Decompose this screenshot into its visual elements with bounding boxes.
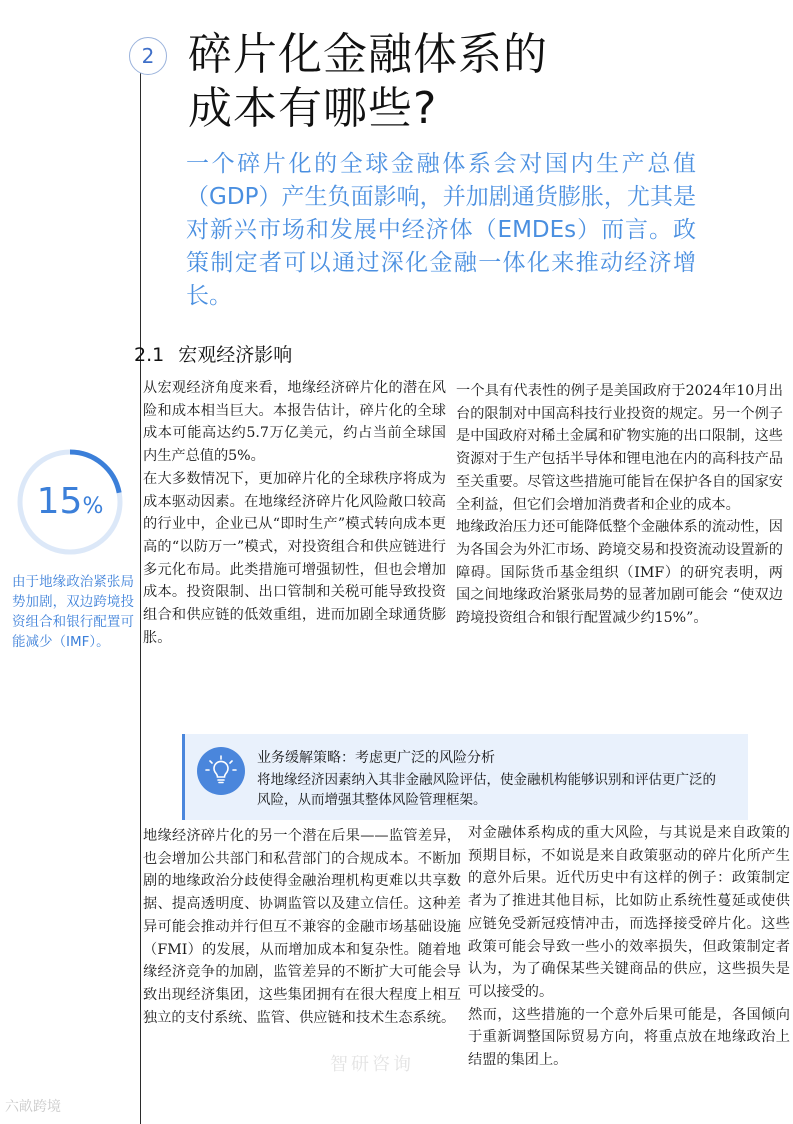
paragraph: 在大多数情况下，更加碎片化的全球秩序将成为成本驱动因素。在地缘经济碎片化风险敞口较高的行业中，企业已从“即时生产”模式转向成本更高的“以防万一”模式，对投资组合和供应链进行多元化布局。此类措施可增强韧性，但也会增加成本。投资限制、出口管制和关税可能导致投资组合和供应链的低效重组，进而加剧全球通货膨胀。: [143, 470, 446, 646]
paragraph: 地缘政治压力还可能降低整个金融体系的流动性，因为各国会为外汇市场、跨境交易和投资流动设置新的障碍。国际货币基金组织（IMF）的研究表明，两国之间地缘政治紧张局势的显著加剧可能会 “使双边跨境投资组合和银行配置减少约15%”。: [456, 519, 783, 627]
stat-value: [15, 477, 125, 532]
text-column-4: [468, 822, 790, 1072]
section-title: 宏观经济影响: [178, 344, 293, 366]
paragraph: 地缘经济碎片化的另一个潜在后果——监管差异，也会增加公共部门和私营部门的合规成本。不断加剧的地缘政治分歧使得金融治理机构更难以共享数据、提高透明度、协调监管以及建立信任。这种差异可能会推动并行但互不兼容的金融市场基础设施（FMI）的发展，从而增加成本和复杂性。随着地缘经济竞争的加剧，监管差异的不断扩大可能会导致出现经济集团，这些集团拥有在很大程度上相互独立的支付系统、监管、供应链和技术生态系统。: [143, 828, 461, 1026]
callout-title: 业务缓解策略：考虑更广泛的风险分析: [257, 750, 495, 766]
paragraph: 对金融体系构成的重大风险，与其说是来自政策的预期目标，不如说是来自政策驱动的碎片化所产生的意外后果。近代历史中有这样的例子：政策制定者为了推进其他目标，比如防止系统性蔓延或使供应链免受新冠疫情冲击，而选择接受碎片化。这些政策可能会导致一些小的效率损失，但政策制定者认为，为了确保某些关键商品的供应，这些损失是可以接受的。: [468, 825, 790, 1000]
text-column-1: [143, 377, 446, 649]
stat-caption: 由于地缘政治紧张局势加剧，双边跨境投资组合和银行配置可能减少（IMF）。: [12, 574, 134, 650]
lightbulb-icon: [197, 747, 245, 795]
mitigation-callout: [182, 734, 748, 820]
paragraph: 从宏观经济角度来看，地缘经济碎片化的潜在风险和成本相当巨大。本报告估计，碎片化的全球成本可能高达约5.7万亿美元，约占当前全球国内生产总值的5%。: [143, 380, 446, 465]
text-column-3: [143, 825, 461, 1029]
vertical-rule: [140, 44, 141, 1124]
title-line-1: 碎片化金融体系的: [188, 29, 548, 80]
corner-watermark: 六畝跨境: [5, 1099, 61, 1115]
paragraph: 然而，这些措施的一个意外后果可能是，各国倾向于重新调整国际贸易方向，将重点放在地缘政治上结盟的集团上。: [468, 1006, 790, 1069]
stat-unit: %: [82, 494, 104, 519]
lightbulb-glyph: [197, 747, 245, 795]
page-title: [188, 28, 548, 136]
stat-ring: [15, 447, 125, 557]
stat-number: 15: [36, 481, 83, 522]
text-column-2: [456, 380, 783, 630]
chapter-number-badge: 2: [129, 37, 167, 75]
title-line-2: 成本有哪些?: [188, 83, 438, 134]
center-watermark: 智研咨询: [330, 1054, 414, 1075]
paragraph: 一个具有代表性的例子是美国政府于2024年10月出台的限制对中国高科技行业投资的规定。另一个例子是中国政府对稀土金属和矿物实施的出口限制，这些资源对于生产包括半导体和锂电池在内的高科技产品至关重要。尽管这些措施可能旨在保护各自的国家安全利益，但它们会增加消费者和企业的成本。: [456, 383, 783, 513]
section-number: 2.1: [134, 344, 165, 366]
page-subtitle: 一个碎片化的全球金融体系会对国内生产总值（GDP）产生负面影响，并加剧通货膨胀，尤其是对新兴市场和发展中经济体（EMDEs）而言。政策制定者可以通过深化金融一体化来推动经济增长。: [186, 151, 696, 309]
section-heading: [134, 340, 292, 367]
callout-body: 将地缘经济因素纳入其非金融风险评估，使金融机构能够识别和评估更广泛的风险，从而增强其整体风险管理框架。: [257, 772, 716, 808]
